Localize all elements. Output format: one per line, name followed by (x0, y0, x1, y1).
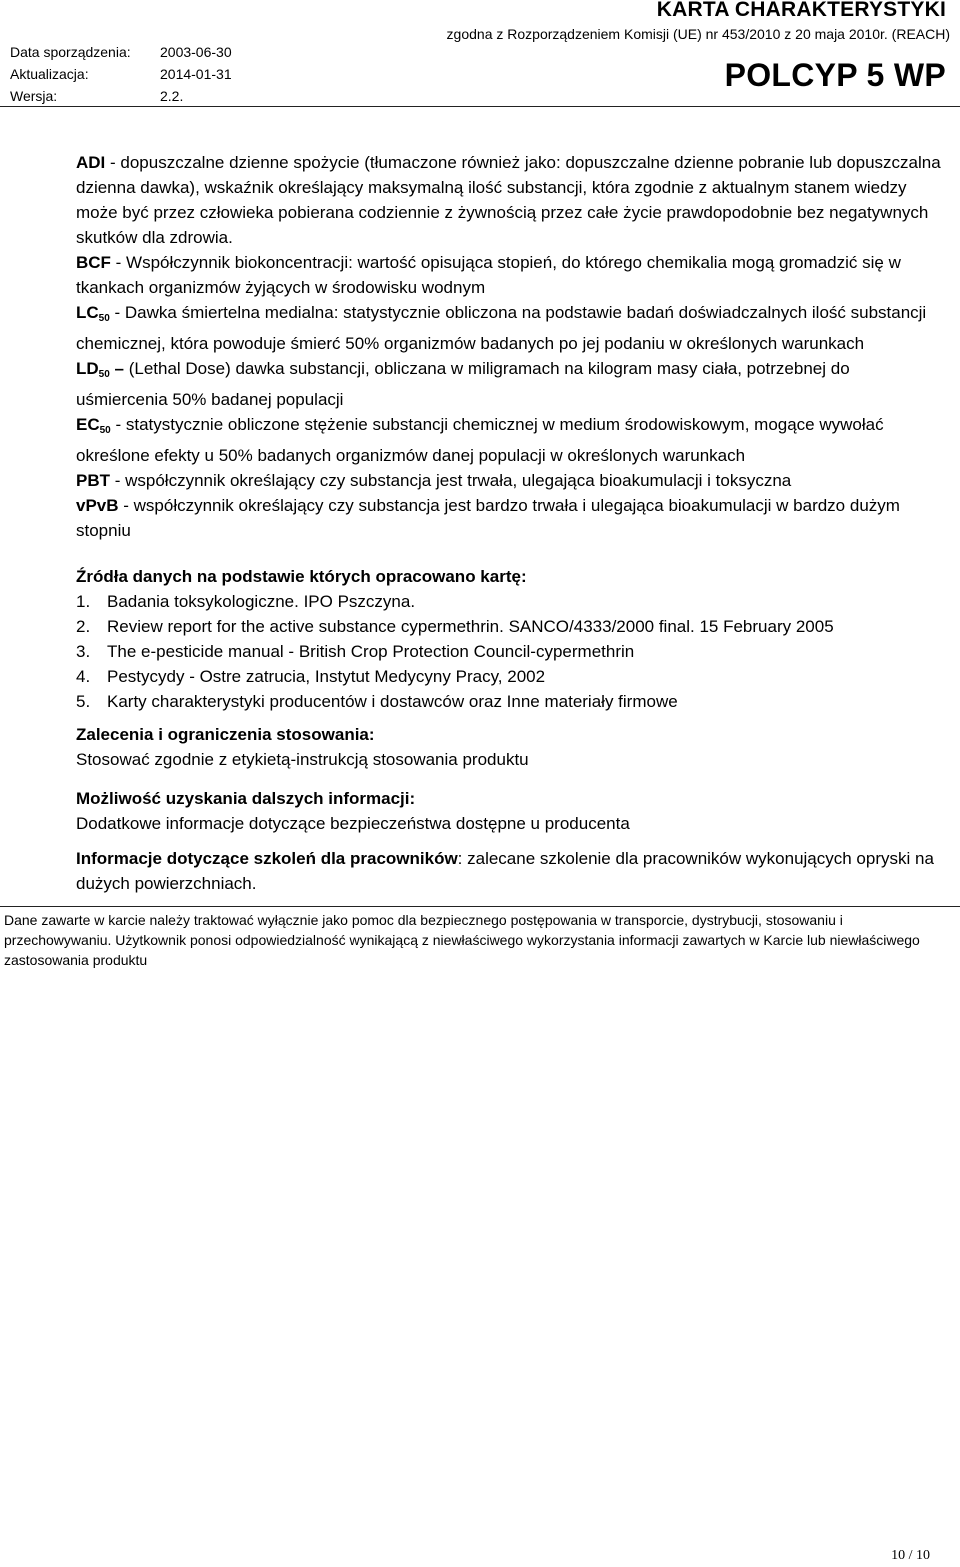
training-heading: Informacje dotyczące szkoleń dla pracowników (76, 849, 458, 868)
document-title: KARTA CHARAKTERYSTYKI (656, 0, 946, 21)
ec50-subscript: 50 (99, 425, 111, 436)
vpvb-definition (76, 493, 942, 543)
lc50-definition (76, 300, 942, 356)
lc50-term: LC (76, 303, 99, 322)
ld50-dash: – (109, 359, 124, 378)
recommendations-section (76, 722, 942, 772)
list-item-text: Pestycydy - Ostre zatrucia, Instytut Medycyny Pracy, 2002 (107, 667, 546, 686)
bcf-text: - Współczynnik biokoncentracji: wartość opisująca stopień, do którego chemikalia mogą gromadzić się w tkankach organizmów żyjących w środowisku wodnym (76, 253, 901, 297)
list-item (76, 664, 942, 689)
created-label: Data sporządzenia: (10, 44, 131, 60)
list-item (76, 614, 942, 639)
adi-text: - dopuszczalne dzienne spożycie (tłumaczone również jako: dopuszczalne dzienne pobranie lub dopuszczalna dzienna dawka), wskaźnik określający maksymalną ilość substancji, która zgodnie z aktualnym stanem wiedzy może być przez człowieka pobierana codziennie z żywnością przez całe życie prawdopodobnie bez negatywnych skutków dla zdrowia. (76, 153, 941, 247)
list-item (76, 639, 942, 664)
page-number: 10 / 10 (891, 1548, 930, 1563)
training-text: : zalecane szkolenie dla pracowników wykonujących opryski na dużych powierzchniach. (76, 849, 934, 893)
list-item-text: The e-pesticide manual - British Crop Protection Council-cypermethrin (107, 642, 635, 661)
product-name: POLCYP 5 WP (724, 57, 946, 93)
list-item-text: Badania toksykologiczne. IPO Pszczyna. (107, 592, 416, 611)
bcf-term: BCF (76, 253, 111, 272)
definitions-list (76, 250, 942, 543)
list-item (76, 589, 942, 614)
adi-term: ADI (76, 153, 106, 172)
list-item-number: 2. (76, 617, 91, 636)
footer-disclaimer: Dane zawarte w karcie należy traktować wyłącznie jako pomoc dla bezpiecznego postępowania w transporcie, dystrybucji, stosowaniu i przechowywaniu. Użytkownik ponosi odpowiedzialność wynikającą z niewłaściwego wykorzystania informacji zawartych w Karcie lub niewłaściwego zastosowania produktu (4, 912, 920, 968)
vpvb-text: - współczynnik określający czy substancja jest bardzo trwała i ulegająca bioakumulacji w bardzo dużym stopniu (76, 496, 900, 540)
ec50-definition (76, 412, 942, 468)
ld50-subscript: 50 (98, 369, 110, 380)
created-value: 2003-06-30 (160, 44, 232, 60)
lc50-text: - Dawka śmiertelna medialna: statystycznie obliczona na podstawie badań doświadczalnych ilość substancji chemicznej, która powoduje śmierć 50% organizmów badanych po jej podaniu w określonych warunkach (76, 303, 927, 353)
ec50-text: - statystycznie obliczone stężenie substancji chemicznej w medium środowiskowym, mogące wywołać określone efekty u 50% badanych organizmów danej populacji w określonych warunkach (76, 415, 884, 465)
ld50-term: LD (76, 359, 99, 378)
ld50-definition (76, 356, 942, 412)
recommendations-text: Stosować zgodnie z etykietą-instrukcją stosowania produktu (76, 750, 529, 769)
pbt-term: PBT (76, 471, 110, 490)
lc50-subscript: 50 (98, 313, 110, 324)
sources-section (76, 564, 942, 714)
regulation-subtitle: zgodna z Rozporządzeniem Komisji (UE) nr 453/2010 z 20 maja 2010r. (REACH) (446, 26, 950, 42)
list-item-text: Review report for the active substance cypermethrin. SANCO/4333/2000 final. 15 February 2005 (107, 617, 834, 636)
bcf-definition (76, 250, 942, 300)
list-item-number: 5. (76, 692, 91, 711)
further-info-section (76, 786, 942, 836)
ec50-term: EC (76, 415, 100, 434)
footer-divider (0, 906, 960, 907)
ld50-text: (Lethal Dose) dawka substancji, obliczana w miligramach na kilogram masy ciała, potrzebnej do uśmiercenia 50% badanej populacji (76, 359, 850, 409)
pbt-text: - współczynnik określający czy substancja jest trwała, ulegająca bioakumulacji i toksyczna (110, 471, 792, 490)
list-item-number: 1. (76, 592, 91, 611)
version-label: Wersja: (10, 88, 58, 104)
updated-label: Aktualizacja: (10, 66, 89, 82)
further-info-heading: Możliwość uzyskania dalszych informacji: (76, 789, 416, 808)
pbt-definition (76, 468, 942, 493)
list-item-number: 4. (76, 667, 91, 686)
further-info-text: Dodatkowe informacje dotyczące bezpieczeństwa dostępne u producenta (76, 814, 630, 833)
sources-heading: Źródła danych na podstawie których opracowano kartę: (76, 567, 527, 586)
list-item-text: Karty charakterystyki producentów i dostawców oraz Inne materiały firmowe (107, 692, 678, 711)
version-value: 2.2. (160, 88, 184, 104)
header-divider (0, 106, 960, 107)
vpvb-term: vPvB (76, 496, 119, 515)
adi-definition (76, 150, 942, 250)
updated-value: 2014-01-31 (160, 66, 232, 82)
recommendations-heading: Zalecenia i ograniczenia stosowania: (76, 725, 375, 744)
list-item (76, 689, 942, 714)
training-section (76, 846, 942, 896)
list-item-number: 3. (76, 642, 91, 661)
